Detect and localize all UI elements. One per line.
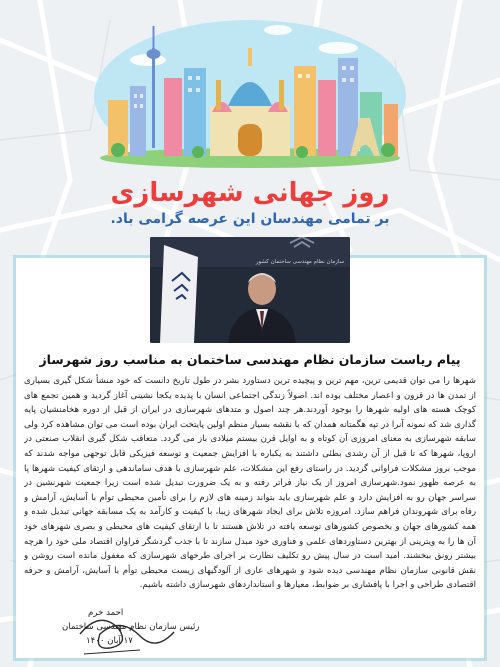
banner-title: روز جهانی شهرسازی [110,178,390,208]
signatory-name: احمد خرم [88,608,124,618]
official-portrait-photo [150,237,350,343]
signature-date: ۱۷ آبان ۱۴۰۰ [86,636,133,646]
banner-subtitle: بر تمامی مهندسان این عرصه گرامی باد. [110,211,390,227]
signatory-role: رئیس سازمان نظام مهندسی ساختمان [62,622,200,632]
city-skyline-illustration [88,8,412,168]
photo-wall-text: سازمان نظام مهندسی ساختمان کشور [255,259,345,265]
message-title: پیام ریاست سازمان نظام مهندسی ساختمان به مناسب روز شهرساز [39,352,461,367]
message-body: شهرها را می توان قدیمی ترین، مهم ترین و پیچیده ترین دستاورد بشر در طول تاریخ دانست که خود منشأ شکل گیری بسیاری از تمدن ها در قرون و اعصار مختلف بوده اند. اصولاً زندگی اجتماعی انسان با پدیده یکجا نشینی آغاز گردید و همین تجمع های کوچک هسته های اولیه شهرها را بوجود آوردند.هر چند اصول و متدهای شهرسازی در ایران از قبل از دوره هخامنشیان پایه گذاری شد که نمونه آنرا در تپه هگمتانه همدان که با نقشه بسیار منظم اولین پایتخت ایران بوده است می توان مشاهده کرد ولی سابقه شهرسازی به معنای امروزی آن کوتاه و به اوایل قرن بیستم میلادی باز می گردد. متعاقب شکل گیری انقلاب صنعتی در اروپا، شهرها که تا قبل از آن رشدی بطئی داشتند به یکباره با افزایش جمعیت و توسعه فیزیکی قابل توجهی مواجه شدند که موجب بروز مشکلات فراوانی گردید. در راستای رفع این مشکلات، علم شهرسازی با هدف ساماندهی و ارتقای کیفیت شهرها پا به عرصه ظهور نمود.شهرسازی امروز از یک نیاز فراتر رفته و به یک ضرورت تبدیل شده است زیرا جمعیت شهرنشین در سراسر جهان رو به افزایش دارد و علم شهرسازی باید بتواند زمینه های لازم را برای تأمین محیطی توأم با آسایش، آرامش و رفاه برای شهروندان فراهم سازد. امروزه تلاش برای ایجاد شهرهای زیبا، با کیفیت و کارآمد به یک مسابقه جهانی تبدیل شده و همه کشورهای جهان و بخصوص کشورهای توسعه یافته در تلاش هستند تا با ارتقای کیفیت های محیطی و بصری شهرهای خود آن ها را به ویترینی از بهترین دستاوردهای علمی و فناوری خود مبدل سازند تا با جذب گردشگر فراوان اقتصاد ملی خود را هرچه بیشتر رونق ببخشند. امید است در سال پیش رو تکلیف نظارت بر اجرای طرحهای شهرسازی که مغفول مانده است روشن و نقش قانونی سازمان نظام مهندسی دیده شود و شهرهای عاری از آلودگیهای زیست محیطی توأم با آسایش، آرامش و حرفه اقتصادی طراحی و اجرا با پافشاری بر ضوابط، معیارها و استانداردهای شهرسازی داشته باشیم. [24,376,476,591]
